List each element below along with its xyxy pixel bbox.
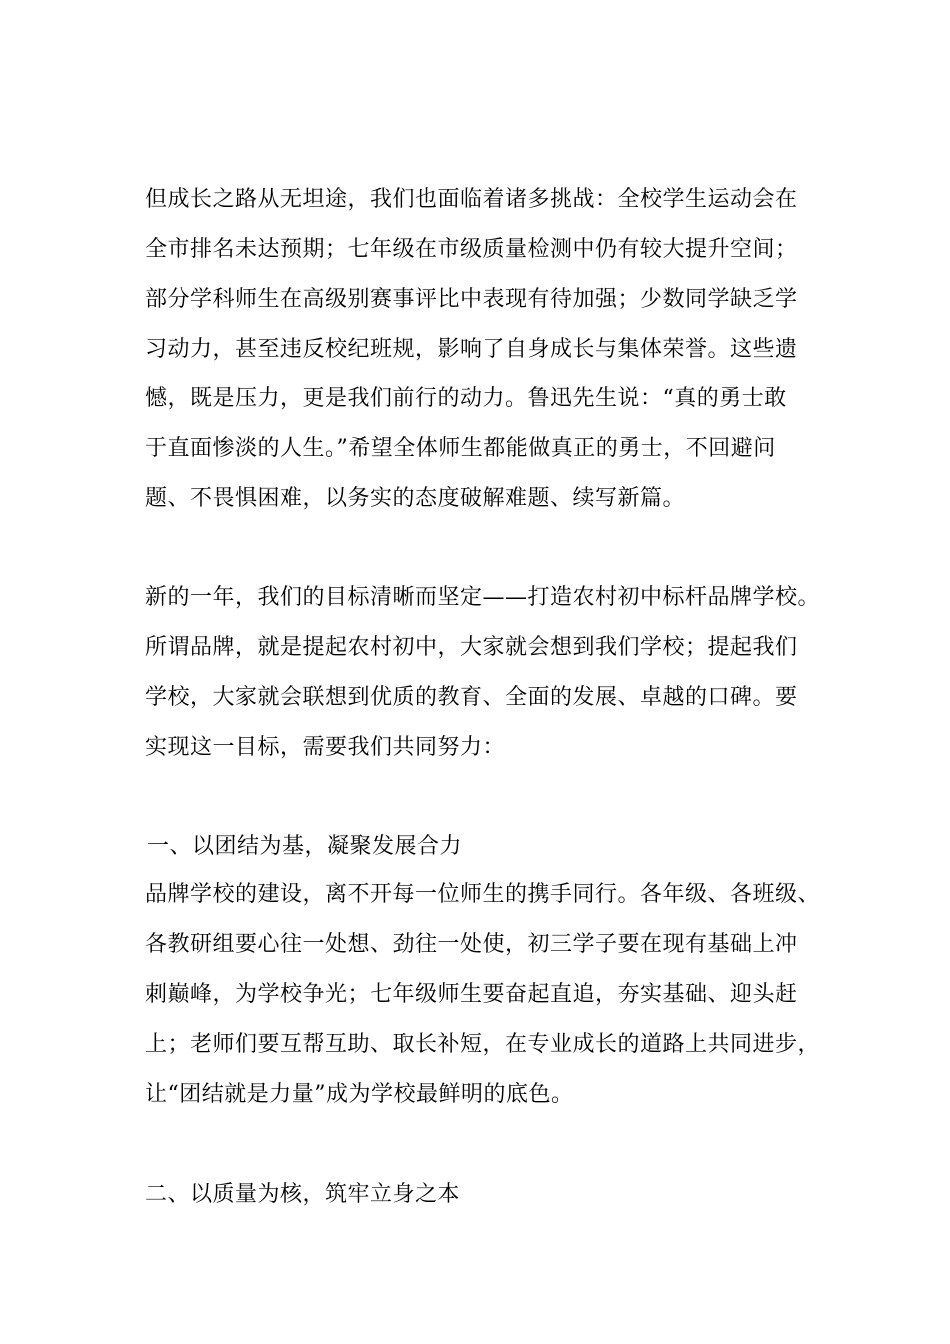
text-line: 品牌学校的建设，离不开每一位师生的携手同行。各年级、各班级、	[145, 882, 821, 907]
section-heading: 二、以质量为核，筑牢立身之本	[145, 1182, 461, 1207]
text-line: 各教研组要心往一处想、劲往一处使，初三学子要在现有基础上冲	[145, 932, 798, 957]
text-line: 但成长之路从无坦途，我们也面临着诸多挑战：全校学生运动会在	[145, 187, 798, 212]
text-line: 刺巅峰，为学校争光；七年级师生要奋起直追，夯实基础、迎头赶	[145, 982, 798, 1007]
text-line: 实现这一目标，需要我们共同努力：	[145, 735, 506, 760]
section-heading: 一、以团结为基，凝聚发展合力	[147, 834, 463, 859]
text-line: 新的一年，我们的目标清晰而坚定——打造农村初中标杆品牌学校。	[145, 585, 821, 610]
text-line: 部分学科师生在高级别赛事评比中表现有待加强；少数同学缺乏学	[145, 287, 798, 312]
text-line: 上；老师们要互帮互助、取长补短，在专业成长的道路上共同进步，	[145, 1032, 821, 1057]
text-line: 习动力，甚至违反校纪班规，影响了自身成长与集体荣誉。这些遗	[145, 337, 798, 362]
text-line: 于直面惨淡的人生。”希望全体师生都能做真正的勇士，不回避问	[145, 436, 776, 461]
text-line: 全市排名未达预期；七年级在市级质量检测中仍有较大提升空间；	[145, 237, 798, 262]
text-line: 题、不畏惧困难，以务实的态度破解难题、续写新篇。	[145, 486, 686, 511]
text-line: 所谓品牌，就是提起农村初中，大家就会想到我们学校；提起我们	[145, 635, 798, 660]
text-line: 学校，大家就会联想到优质的教育、全面的发展、卓越的口碑。要	[145, 685, 798, 710]
text-line: 让“团结就是力量”成为学校最鲜明的底色。	[145, 1082, 574, 1107]
text-line: 憾，既是压力，更是我们前行的动力。鲁迅先生说：“真的勇士敢	[145, 386, 787, 411]
